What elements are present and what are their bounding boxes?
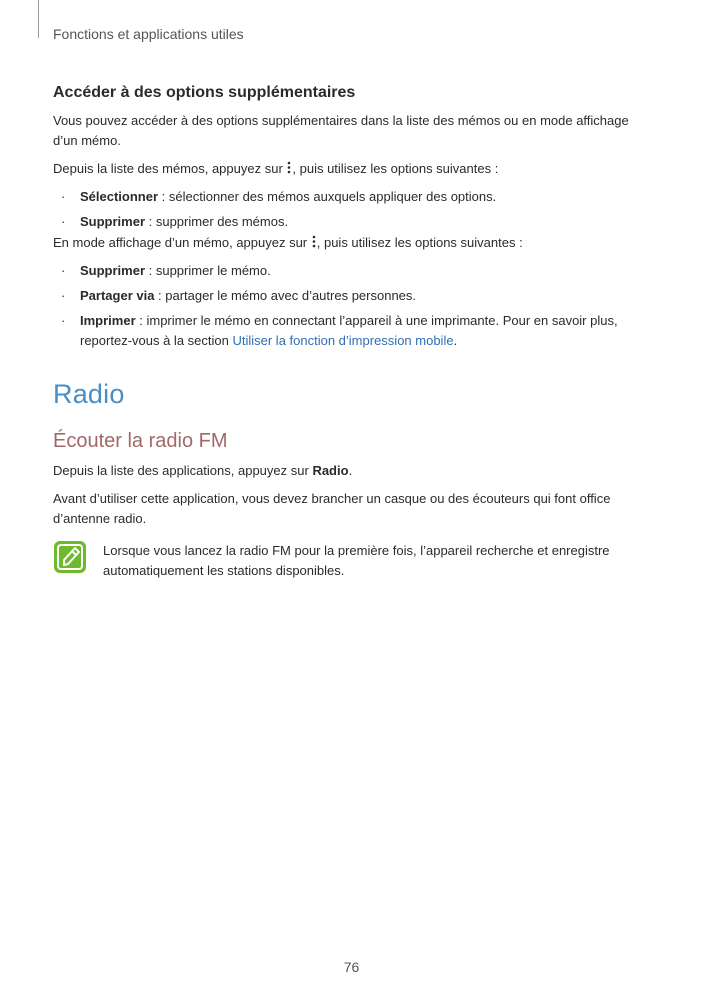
radio-open-text: Depuis la liste des applications, appuyez sur Radio. — [53, 463, 353, 478]
page-content — [53, 84, 651, 581]
options-intro: Vous pouvez accéder à des options supplémentaires dans la liste des mémos ou en mode affichage d’un mémo. — [53, 113, 629, 148]
print-section-link[interactable]: Utiliser la fonction d’impression mobile — [232, 333, 454, 348]
running-header: Fonctions et applications utiles — [53, 26, 244, 42]
list-item: · Sélectionner : sélectionner des mémos auxquels appliquer des options. — [61, 189, 497, 204]
more-options-icon — [287, 161, 291, 174]
options-heading: Accéder à des options supplémentaires — [53, 84, 356, 101]
list-item: · Supprimer : supprimer le mémo. — [61, 263, 271, 278]
view-intro: En mode affichage d’un mémo, appuyez sur , puis utilisez les options suivantes : — [53, 235, 523, 250]
radio-antenna-text: Avant d’utiliser cette application, vous devez brancher un casque ou des écouteurs qui font office d’antenne radio. — [53, 491, 611, 526]
note-block — [53, 541, 651, 581]
list-item: · Supprimer : supprimer des mémos. — [61, 214, 289, 229]
list-item: · Imprimer : imprimer le mémo en connectant l’appareil à une imprimante. Pour en savoir plus, reportez-vous à la section Utiliser la fonction d’impression mobile. — [61, 313, 618, 348]
note-text: Lorsque vous lancez la radio FM pour la première fois, l’appareil recherche et enregistre automatiquement les stations disponibles. — [103, 543, 610, 578]
header-rule — [38, 0, 39, 38]
section-title: Radio — [53, 379, 125, 409]
list-intro: Depuis la liste des mémos, appuyez sur , puis utilisez les options suivantes : — [53, 161, 499, 176]
note-icon — [53, 540, 87, 574]
more-options-icon — [312, 235, 316, 248]
view-options — [53, 261, 651, 351]
list-item: · Partager via : partager le mémo avec d’autres personnes. — [61, 288, 417, 303]
list-options — [53, 187, 651, 232]
page-number: 76 — [343, 959, 360, 975]
topic-title: Écouter la radio FM — [53, 430, 228, 452]
